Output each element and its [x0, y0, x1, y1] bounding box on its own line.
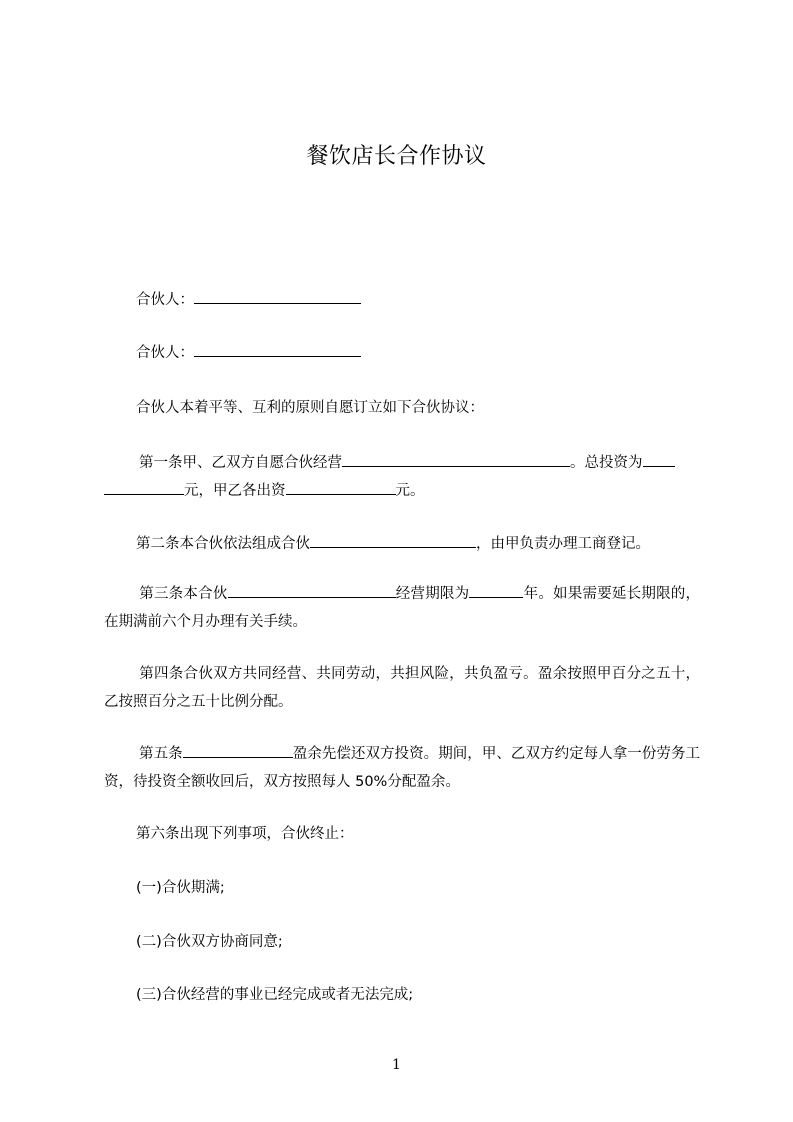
article-6: 第六条出现下列事项，合伙终止：: [136, 826, 354, 842]
partner-line-2: [136, 339, 732, 367]
article-1-text-b: 。总投资为: [570, 455, 643, 471]
article-2-text-a: 第二条本合伙依法组成合伙: [136, 536, 310, 552]
partner-name-blank: [194, 289, 361, 304]
article-1-text-a: 第一条甲、乙双方自愿合伙经营: [139, 455, 342, 471]
article-2: [136, 530, 732, 558]
contribution-blank: [286, 480, 396, 495]
partner-label: 合伙人：: [136, 292, 194, 308]
term-years-blank: [469, 583, 523, 598]
article-1: [104, 449, 700, 505]
article-3-text-b: 经营期限为: [395, 586, 470, 602]
article-3-text-a: 第三条本合伙: [139, 586, 228, 602]
partner-name-blank: [194, 342, 361, 357]
termination-item-3: (三)合伙经营的事业已经完成或者无法完成;: [136, 987, 414, 1003]
termination-item-1: (一)合伙期满;: [136, 880, 225, 896]
article-4: [104, 660, 700, 716]
article-5-text-a: 第五条: [139, 746, 183, 762]
partnership-name-blank: [310, 533, 476, 548]
article-4-text: 第四条合伙双方共同经营、共同劳动，共担风险，共负盈亏。盈余按照甲百分之五十，乙按照百分之五十比例分配。: [104, 666, 700, 710]
article-1-text-c: 元，甲乙各出资: [184, 483, 286, 499]
article-5-text-b: 盈余先偿还双方投资。期间，甲、乙双方约定每人拿一份劳务工资，待投资全额收回后，双方按照每人 50%分配盈余。: [104, 746, 700, 790]
article-2-text-b: ，由甲负责办理工商登记。: [476, 536, 650, 552]
document-title: 餐饮店长合作协议: [306, 144, 487, 169]
total-investment-blank: [643, 452, 675, 467]
business-scope-blank: [228, 583, 396, 598]
article-3-text-c: 年。如果需要延长期限的，在期满前六个月办理有关手续。: [104, 586, 701, 630]
article-5: [104, 740, 700, 796]
page-number: 1: [392, 1057, 401, 1073]
article-5-blank: [183, 743, 293, 758]
partner-line-1: [136, 286, 732, 314]
article-1-text-d: 元。: [395, 483, 425, 499]
total-investment-blank-cont: [104, 480, 184, 495]
business-name-blank: [342, 452, 570, 467]
preamble: 合伙人本着平等、互利的原则自愿订立如下合伙协议：: [136, 400, 484, 416]
partner-label: 合伙人：: [136, 345, 194, 361]
article-3: [104, 580, 700, 636]
termination-item-2: (二)合伙双方协商同意;: [136, 934, 283, 950]
